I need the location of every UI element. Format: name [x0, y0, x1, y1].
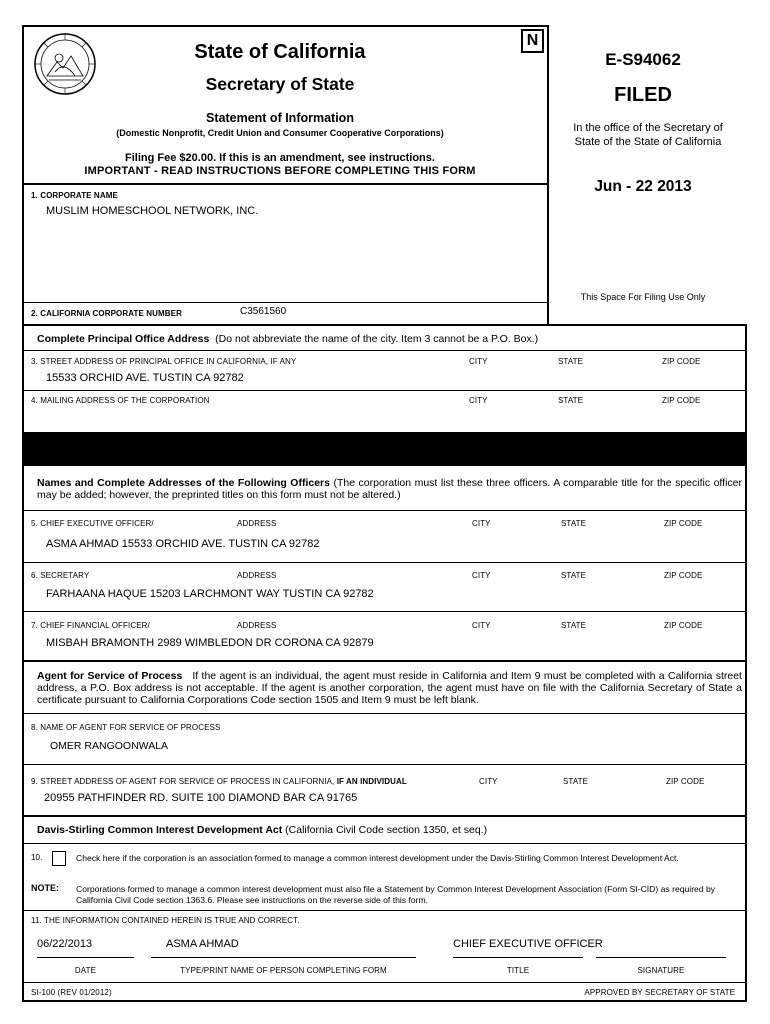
- redacted-bar: [22, 432, 747, 466]
- secretary-state-label: STATE: [561, 571, 587, 580]
- office-title: Secretary of State: [205, 74, 355, 94]
- item9-city-label: CITY: [479, 777, 498, 786]
- item3-state-label: STATE: [558, 357, 584, 366]
- n-box: [521, 29, 544, 53]
- secretary-label: 6. SECRETARY: [31, 571, 90, 580]
- cfo-city-label: CITY: [472, 621, 491, 630]
- item9-label-bold: IF AN INDIVIDUAL: [336, 777, 407, 786]
- cfo-zip-label: ZIP CODE: [664, 621, 703, 630]
- filing-number: E-S94062: [605, 50, 681, 69]
- n-box-text: N: [526, 32, 539, 49]
- secretary-city-label: CITY: [472, 571, 491, 580]
- agent-heading: Agent for Service of Process: [37, 670, 183, 682]
- cfo-label: 7. CHIEF FINANCIAL OFFICER/: [31, 621, 150, 630]
- filed-status: FILED: [614, 84, 672, 106]
- name-caption: TYPE/PRINT NAME OF PERSON COMPLETING FORM: [180, 966, 387, 975]
- cfo-value[interactable]: MISBAH BRAMONTH 2989 WIMBLEDON DR CORONA CA 92879: [46, 637, 374, 649]
- form-id: SI-100 (REV 01/2012): [31, 988, 112, 997]
- item9-state-label: STATE: [563, 777, 589, 786]
- certify-name-value[interactable]: ASMA AHMAD: [166, 938, 239, 950]
- fee-line: Filing Fee $20.00. If this is an amendment, see instructions.: [125, 152, 435, 164]
- item9-value[interactable]: 20955 PATHFINDER RD. SUITE 100 DIAMOND BAR CA 91765: [44, 792, 358, 804]
- item11-label: 11. THE INFORMATION CONTAINED HEREIN IS TRUE AND CORRECT.: [31, 916, 300, 925]
- item3-label: 3. STREET ADDRESS OF PRINCIPAL OFFICE IN CALIFORNIA, IF ANY: [31, 357, 297, 366]
- note-text: Corporations formed to manage a common interest development must also file a Statement by Common Interest Development Association (Form SI-CID) as required by California Civil Code section 1363.6. Please see instructions on the reverse side of this form.: [76, 884, 716, 905]
- item10-checkbox[interactable]: [52, 851, 66, 866]
- note-label: NOTE:: [31, 883, 59, 893]
- davis-note: (California Civil Code section 1350, et seq.): [285, 824, 488, 836]
- ceo-state-label: STATE: [561, 519, 587, 528]
- item8-label: 8. NAME OF AGENT FOR SERVICE OF PROCESS: [31, 723, 221, 732]
- officers-heading-block: [37, 477, 742, 501]
- corporate-number-value[interactable]: C3561560: [240, 306, 287, 317]
- corporate-name-value[interactable]: MUSLIM HOMESCHOOL NETWORK, INC.: [46, 205, 259, 217]
- principal-note: (Do not abbreviate the name of the city. Item 3 cannot be a P.O. Box.): [215, 333, 539, 345]
- certify-date-value[interactable]: 06/22/2013: [37, 938, 93, 950]
- filing-office-line2: State of the State of California: [574, 136, 722, 148]
- cfo-address-label: ADDRESS: [237, 621, 277, 630]
- ceo-value[interactable]: ASMA AHMAD 15533 ORCHID AVE. TUSTIN CA 92782: [46, 538, 320, 550]
- ceo-city-label: CITY: [472, 519, 491, 528]
- state-title: State of California: [194, 41, 366, 63]
- secretary-value[interactable]: FARHAANA HAQUE 15203 LARCHMONT WAY TUSTIN CA 92782: [46, 588, 374, 600]
- state-seal: [33, 32, 97, 96]
- item10-text: Check here if the corporation is an association formed to manage a common interest development under the Davis-Stirling Common Interest Development Act.: [76, 853, 679, 863]
- principal-heading-row: [37, 333, 538, 345]
- certify-title-value[interactable]: CHIEF EXECUTIVE OFFICER: [453, 938, 603, 950]
- agent-note: If the agent is an individual, the agent must reside in California and Item 9 must be completed with a California street address, a P.O. Box address is not acceptable. If the agent is another corporation, the agent must have on file with the California Secretary of State a certificate pursuant to California Corporations Code section 1505 and Item 9 must be left blank.: [37, 670, 742, 706]
- davis-heading-row: [37, 824, 487, 836]
- ceo-label: 5. CHIEF EXECUTIVE OFFICER/: [31, 519, 154, 528]
- item9-zip-label: ZIP CODE: [666, 777, 705, 786]
- item3-zip-label: ZIP CODE: [662, 357, 701, 366]
- item4-label: 4. MAILING ADDRESS OF THE CORPORATION: [31, 396, 210, 405]
- principal-heading: Complete Principal Office Address: [37, 333, 210, 345]
- agent-heading-block: [37, 670, 742, 706]
- date-caption: DATE: [74, 966, 97, 975]
- secretary-address-label: ADDRESS: [237, 571, 277, 580]
- cfo-state-label: STATE: [561, 621, 587, 630]
- davis-heading: Davis-Stirling Common Interest Development Act: [37, 824, 283, 836]
- officers-note: (The corporation must list these three officers. A comparable title for the specific officer may be added; however, the preprinted titles on this form must not be altered.): [37, 477, 742, 501]
- item4-state-label: STATE: [558, 396, 584, 405]
- item3-city-label: CITY: [469, 357, 488, 366]
- title-caption: TITLE: [506, 966, 530, 975]
- item9-label: 9. STREET ADDRESS OF AGENT FOR SERVICE OF PROCESS IN CALIFORNIA,: [31, 777, 335, 786]
- corporate-name-label: 1. CORPORATE NAME: [31, 191, 118, 200]
- officers-heading: Names and Complete Addresses of the Following Officers: [37, 477, 330, 489]
- item10-number: 10.: [31, 853, 43, 862]
- item9-label-row: [31, 777, 407, 786]
- ceo-address-label: ADDRESS: [237, 519, 277, 528]
- item4-value[interactable]: [40, 408, 460, 428]
- signature-caption: SIGNATURE: [637, 966, 685, 975]
- item3-value[interactable]: 15533 ORCHID AVE. TUSTIN CA 92782: [46, 372, 244, 384]
- filing-space-note: This Space For Filing Use Only: [580, 292, 706, 302]
- item8-value[interactable]: OMER RANGOONWALA: [50, 740, 169, 752]
- signature-field[interactable]: [596, 930, 726, 954]
- approved-line: APPROVED BY SECRETARY OF STATE: [584, 988, 735, 997]
- ceo-zip-label: ZIP CODE: [664, 519, 703, 528]
- statement-title: Statement of Information: [206, 111, 354, 125]
- secretary-zip-label: ZIP CODE: [664, 571, 703, 580]
- important-line: IMPORTANT - READ INSTRUCTIONS BEFORE COMPLETING THIS FORM: [84, 165, 476, 177]
- item4-zip-label: ZIP CODE: [662, 396, 701, 405]
- statement-subtitle: (Domestic Nonprofit, Credit Union and Consumer Cooperative Corporations): [116, 128, 444, 138]
- filing-date: Jun - 22 2013: [594, 178, 692, 195]
- corporate-number-label: 2. CALIFORNIA CORPORATE NUMBER: [31, 309, 182, 318]
- item4-city-label: CITY: [469, 396, 488, 405]
- filing-office-line1: In the office of the Secretary of: [573, 122, 723, 134]
